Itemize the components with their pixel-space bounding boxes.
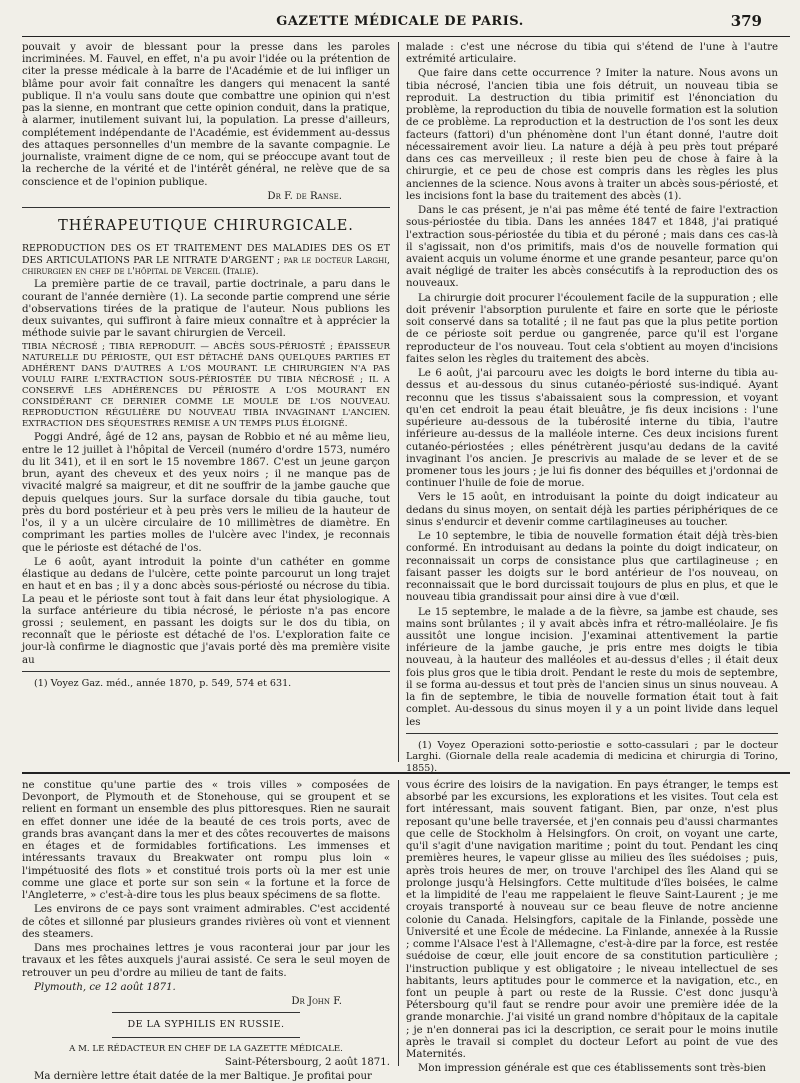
running-header-title: GAZETTE MÉDICALE DE PARIS. xyxy=(276,14,524,29)
paragraph: Dans le cas présent, je n'ai pas même été tenté de faire l'extraction sous-périostée du tibia. Dans les années 1847 et 1848, j'ai pratiqué l'extraction sous-périostée du tibia et du péroné ; mais dans ces cas-là il s'agissait, non d'os primitifs, mais d'os de nouvelle formation qui avaient acquis un volume énorme et une grande pesanteur, parce qu'on avait négligé de traiter les abcès consécutifs à la reproduction des os nouveaux. xyxy=(406,205,778,290)
paragraph: Le 10 septembre, le tibia de nouvelle formation était déjà très-bien conformé. En introduisant au dedans la pointe du doigt indicateur, on reconnaissait un corps de consistance plus que cartilagineuse ; en faisant passer les doigts sur le bord antérieur de l'os nouveau, on reconnaissait que le bord durcissait toujours de plus en plus, et que le nouveau tibia grandissait pour ainsi dire à vue d'œil. xyxy=(406,531,778,604)
footnote-rule xyxy=(22,671,390,672)
header-rule xyxy=(22,36,790,37)
paragraph: Le 6 août, ayant introduit la pointe d'un cathéter en gomme élastique au dedans de l'ulcère, cette pointe parcourut un long trajet en haut et en bas ; il y a donc abcès sous-périosté ou nécrose du tibia. La peau et le périoste sont tout à fait dans leur état physiologique. A la surface antérieure du tibia nécrosé, le périoste n'a pas encore grossi ; seulement, en passant les doigts sur le dos du tibia, on reconnaît que le périoste est détaché de l'os. L'exploration faite ce jour-là confirme le diagnostic que j'avais porté dès ma première visite au xyxy=(22,556,390,666)
address-line: A M. LE RÉDACTEUR EN CHEF DE LA GAZETTE MÉDICALE. xyxy=(69,1043,343,1054)
top-left-column xyxy=(22,42,390,766)
bottom-right-column xyxy=(406,780,778,1075)
paragraph: La première partie de ce travail, partie doctrinale, a paru dans le courant de l'année dernière (1). La seconde partie comprend une série d'observations tirées de la pratique de l'auteur. Nous publions les deux suivantes, qui suffiront à faire mieux connaître et à apprécier la méthode suivie par le savant chirurgien de Verceil. xyxy=(22,279,390,340)
paragraph: Le 15 septembre, le malade a de la fièvre, sa jambe est chaude, ses mains sont brûlantes ; il y avait abcès infra et rétro-malléolaire. Je fis aussitôt une longue incision. J'examinai attentivement la partie inférieure de la jambe gauche, je pris entre mes doigts le tibia nouveau, à la hauteur des malléoles et au-dessus d'elles ; il était deux fois plus gros que le tibia droit. Pendant le reste du mois de septembre, il se forma au-dessus et tout près de l'ancien sinus un sinus nouveau. A la fin de septembre, le tibia de nouvelle formation était tout à fait complet. Au-dessous du sinus moyen il y a un point livide dans lequel les xyxy=(406,606,778,728)
case-summary: TIBIA NÉCROSÉ ; TIBIA REPRODUIT. — ABCÈS SOUS-PÉRIOSTÉ ; ÉPAISSEUR NATURELLE DU PÉRIOSTE, QUI EST DÉTACHÉ DANS QUELQUES PARTIES ET ADHÉRENT DANS D'AUTRES A L'OS MOURANT. LE CHIRURGIEN N'A PAS VOULU FAIRE L'EXTRACTION SOUS-PÉRIOSTÉE DU TIBIA NÉCROSÉ ; IL A CONSERVÉ LES ADHÉRENCES DU PÉRIOSTE A L'OS MOURANT EN CONSIDÉRANT CE DERNIER COMME LE MOULE DE L'OS NOUVEAU. REPRODUCTION RÉGULIÈRE DU NOUVEAU TIBIA INVAGINANT L'ANCIEN. EXTRACTION DES SÉQUESTRES REMISE A UN TEMPS PLUS ÉLOIGNÉ. xyxy=(22,342,390,430)
top-right-column xyxy=(406,42,779,774)
paragraph: Poggi André, âgé de 12 ans, paysan de Robbio et né au même lieu, entre le 12 juillet à l'hôpital de Verceil (numéro d'ordre 1573, numéro du lit 341), et il en sort le 15 novembre 1867. C'est un jeune garçon brun, ayant des cheveux et des yeux noirs ; il ne manque pas de vivacité malgré sa maigreur, et dit ne souffrir de la jambe gauche que depuis quelques jours. Sur la surface dorsale du tibia gauche, tout près du bord postérieur et à peu près vers le milieu de la hauteur de l'os, il y a un ulcère circulaire de 10 millimètres de diamètre. En comprimant les parties molles de l'ulcère avec l'index, je reconnais que le périoste est détaché de l'os. xyxy=(22,432,390,554)
paragraph: Les environs de ce pays sont vraiment admirables. C'est accidenté de côtes et sillonné par plusieurs grandes rivières où vont et viennent des steamers. xyxy=(22,904,390,940)
paragraph: vous écrire des loisirs de la navigation. En pays étranger, le temps est absorbé par les excursions, les explorations et les visites. Tout cela est fort intéressant, mais souvent fatigant. Bien, par onze, n'est plus reposant qu'une belle traversée, et j'en connais peu d'aussi charmantes que celle de Stockholm à Helsingfors. On croit, on voyant une carte, qu'il s'agit d'une navigation maritime ; point du tout. Pendant les cinq premières heures, le vapeur glisse au milieu des îles suédoises ; puis, après trois heures de mer, on trouve l'archipel des îles Aland qui se prolonge jusqu'à Helsingfors. Cette multitude d'îles boisées, le calme et la limpidité de l'eau me rappelaient le fleuve Saint-Laurent ; je me croyais transporté à nouveau sur ce beau fleuve de notre ancienne colonie du Canada. Helsingfors, capitale de la Finlande, possède une Université et une École de médecine. La Finlande, annexée à la Russie ; comme l'Alsace l'est à l'Allemagne, c'est-à-dire par la force, est restée suédoise de cœur, elle jouit encore de sa constitution particulière ; l'instruction publique y est obligatoire ; le niveau intellectuel de ses habitants, leurs aptitudes pour le commerce et la navigation, etc., en font un peuple à part ou reste de la Russie. C'est donc jusqu'à Pétersbourg qu'il faut se rendre pour avoir une première idée de la grande monarchie. J'ai visité un grand nombre d'hôpitaux de la capitale ; je n'en donnerai pas ici la description, ce serait pour le moins inutile après le travail si complet du docteur Lefort au point de vue des Maternités. xyxy=(406,780,778,1061)
paragraph: Le 6 août, j'ai parcouru avec les doigts le bord interne du tibia au-dessus et au-dessous du sinus cutanéo-périosté sus-indiqué. Ayant reconnu que les tissus s'abaissaient sous la compression, et voyant qu'en cet endroit la peau était bleuâtre, je fis deux incisions : l'une supérieure au-dessous de la tubérosité interne du tibia, l'autre inférieure au-dessus de la malléole interne. Ces deux incisions furent cutanéo-périostées ; elles pénétrèrent jusqu'au dedans de la cavité invaginant l'os ancien. Je prescrivis au malade de se lever et de se promener tous les jours ; je lui fis donner des béquilles et j'ordonnai de continuer l'huile de foie de morue. xyxy=(406,368,778,490)
paragraph: Vers le 15 août, en introduisant la pointe du doigt indicateur au dedans du sinus moyen, on sentait déjà les parties périphériques de ce sinus s'endurcir et devenir comme cartilagineuses au toucher. xyxy=(406,492,778,528)
article-heading: REPRODUCTION DES OS ET TRAITEMENT DES MALADIES DES OS ET DES ARTICULATIONS PAR LE NITRATE D'ARGENT ; par le docteur Larghi, chirurgien en chef de l'hôpital de Verceil (Italie). xyxy=(22,243,390,277)
footnote: (1) Voyez Operazioni sotto-periostie e sotto-cassulari ; par le docteur Larghi. (Giornale della reale academia di medicina et chirurgia di Torino, 1855). xyxy=(406,739,778,774)
column-divider-bottom xyxy=(398,780,399,1066)
paragraph: Mon impression générale est que ces établissements sont très-bien xyxy=(418,1063,766,1075)
footnote: (1) Voyez Gaz. méd., année 1870, p. 549, 574 et 631. xyxy=(34,677,292,689)
paragraph: Que faire dans cette occurrence ? Imiter la nature. Nous avons un tibia nécrosé, l'ancien tibia une fois détruit, un nouveau tibia se reproduit. La destruction du tibia primitif est l'énonciation du problème, la reproduction du tibia de nouvelle formation est la solution de ce problème. La reproduction et la destruction de l'os sont les deux facteurs (fattori) d'un phénomène dont l'un étant donné, l'autre doit nécessairement avoir lieu. La nature a déjà à peu près tout préparé dans ces cas merveilleux ; il reste bien peu de chose à faire à la chirurgie, et ce peu de chose est compris dans les règles les plus anciennes de la science. Nous avons à traiter un abcès sous-périosté, et les incisions font la base du traitement des abcès (1). xyxy=(406,68,779,202)
footnote-rule xyxy=(406,733,778,734)
section-separator-rule xyxy=(22,772,790,774)
paragraph: pouvait y avoir de blessant pour la presse dans les paroles incriminées. M. Fauvel, en effet, n'a pu avoir l'idée ou la prétention de citer la presse médicale à la barre de l'Académie et de lui infliger un blâme pour avoir fait connaître les dangers qui menacent la santé publique. Il n'a voulu sans doute que combattre une opinion qui n'est pas la sienne, en montrant que cette opinion conduit, dans la pratique, à alarmer, inutilement suivant lui, la population. La presse d'ailleurs, complétement indépendante de l'Académie, est évidemment au-dessus des attaques personnelles d'un membre de la savante compagnie. Le journaliste, vraiment digne de ce nom, qui se préoccupe avant tout de la recherche de la vérité et de l'intérêt général, ne relève que de sa conscience et de l'opinion publique. xyxy=(22,42,390,188)
section-rule xyxy=(112,1012,300,1013)
paragraph: La chirurgie doit procurer l'écoulement facile de la suppuration ; elle doit prévenir l'absorption purulente et faire en sorte que le périoste soit conservé dans sa totalité ; il ne faut pas que la plus petite portion de ce périoste soit perdue ou gangrenée, parce qu'il est l'organe reproducteur de l'os nouveau. Tout cela s'obtient au moyen d'incisions faites selon les règles du traitement des abcès. xyxy=(406,292,778,365)
section-rule xyxy=(112,1037,300,1038)
signature: Dr John F. xyxy=(291,995,342,1007)
bottom-left-column xyxy=(22,780,390,1082)
signature: Dr F. de Ranse. xyxy=(267,190,342,202)
place-date: Saint-Pétersbourg, 2 août 1871. xyxy=(224,1056,390,1068)
paragraph: Dans mes prochaines lettres je vous raconterai jour par jour les travaux et les fêtes auxquels j'aurai assisté. Ce sera le seul moyen de retrouver un peu d'ordre au milieu de tant de faits. xyxy=(22,943,390,979)
paragraph: ne constitue qu'une partie des « trois villes » composées de Devonport, de Plymouth et de Stonehouse, qui se groupent et se relient en formant un ensemble des plus pittoresques. Rien ne saurait en effet donner une idée de la beauté de ces trois ports, avec de grands bras avançant dans la mer et des côtes recouvertes de maisons en étages et de formidables fortifications. Les immenses et intéressants travaux du Breakwater ont rompu plus loin « l'impétuosité des flots » et constitué trois ports où la mer est unie comme une glace et porte sur son sein « la fortune et la force de l'Angleterre, » c'est-à-dire tous les plus beaux spécimens de sa flotte. xyxy=(22,780,390,902)
paragraph: malade : c'est une nécrose du tibia qui s'étend de l'une à l'autre extrémité articulaire. xyxy=(406,42,778,66)
place-date: Plymouth, ce 12 août 1871. xyxy=(34,981,176,993)
section-rule xyxy=(22,207,390,208)
column-divider-top xyxy=(398,42,399,762)
section-title: THÉRAPEUTIQUE CHIRURGICALE. xyxy=(58,218,354,235)
page-number: 379 xyxy=(730,12,762,30)
paragraph: Ma dernière lettre était datée de la mer Baltique. Je profitai pour xyxy=(34,1070,372,1082)
section-title: DE LA SYPHILIS EN RUSSIE. xyxy=(127,1019,285,1031)
